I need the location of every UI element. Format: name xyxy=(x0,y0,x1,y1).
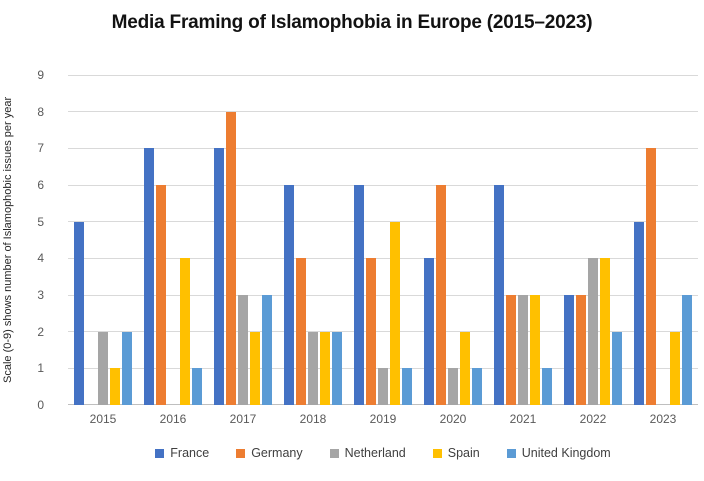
x-axis-label-2023: 2023 xyxy=(649,412,677,426)
bar-germany-2022 xyxy=(576,295,586,405)
bar-france-2017 xyxy=(214,148,224,405)
legend-swatch-icon xyxy=(330,449,339,458)
legend-item-france xyxy=(155,446,209,460)
bar-spain-2019 xyxy=(390,222,400,405)
bar-group-2017 xyxy=(208,75,278,405)
plot-area xyxy=(68,75,698,405)
bar-spain-2016 xyxy=(180,258,190,405)
bar-group-2020 xyxy=(418,75,488,405)
y-tick-label: 3 xyxy=(37,288,44,302)
y-tick-label: 0 xyxy=(37,398,44,412)
bar-united-kingdom-2015 xyxy=(122,332,132,405)
x-axis-label-2019: 2019 xyxy=(369,412,397,426)
bar-united-kingdom-2019 xyxy=(402,368,412,405)
legend-label: Germany xyxy=(251,446,303,460)
bar-united-kingdom-2016 xyxy=(192,368,202,405)
bar-united-kingdom-2018 xyxy=(332,332,342,405)
y-axis-ticks xyxy=(0,68,60,412)
bar-group-2022 xyxy=(558,75,628,405)
bar-groups xyxy=(68,75,698,405)
legend-label: Spain xyxy=(447,446,480,460)
y-tick-label: 8 xyxy=(37,104,44,119)
bar-netherland-2021 xyxy=(518,295,528,405)
y-axis-title: Scale (0-9) shows number of Islamophobic issues per year xyxy=(2,96,14,384)
x-axis-label-2022: 2022 xyxy=(579,412,607,426)
legend-label: United Kingdom xyxy=(521,446,611,460)
y-tick-label: 4 xyxy=(37,251,44,266)
bar-united-kingdom-2021 xyxy=(542,368,552,405)
bar-netherland-2017 xyxy=(238,295,248,405)
x-axis-label-2020: 2020 xyxy=(439,412,467,426)
bar-france-2022 xyxy=(564,295,574,405)
y-tick-label: 9 xyxy=(37,68,44,82)
legend-swatch-icon xyxy=(433,449,442,458)
bar-france-2016 xyxy=(144,148,154,405)
legend-item-united-kingdom xyxy=(507,446,611,460)
bar-united-kingdom-2017 xyxy=(262,295,272,405)
bar-spain-2015 xyxy=(110,368,120,405)
bar-group-2016 xyxy=(138,75,208,405)
chart-title: Media Framing of Islamophobia in Europe (2015–2023) xyxy=(111,12,593,33)
y-tick-label: 5 xyxy=(37,214,44,229)
bar-united-kingdom-2020 xyxy=(472,368,482,405)
legend-swatch-icon xyxy=(507,449,516,458)
legend xyxy=(68,446,698,460)
bar-netherland-2022 xyxy=(588,258,598,405)
legend-label: France xyxy=(170,446,210,460)
bar-spain-2021 xyxy=(530,295,540,405)
x-axis-label-2017: 2017 xyxy=(229,412,257,426)
bar-france-2021 xyxy=(494,185,504,405)
bar-germany-2019 xyxy=(366,258,376,405)
bar-spain-2018 xyxy=(320,332,330,405)
y-tick-label: 2 xyxy=(37,324,44,339)
bar-netherland-2015 xyxy=(98,332,108,405)
bar-group-2019 xyxy=(348,75,418,405)
bar-united-kingdom-2023 xyxy=(682,295,692,405)
bar-france-2015 xyxy=(74,222,84,405)
y-tick-label: 1 xyxy=(37,361,44,376)
bar-germany-2021 xyxy=(506,295,516,405)
bar-group-2023 xyxy=(628,75,698,405)
bar-france-2018 xyxy=(284,185,294,405)
legend-item-netherland xyxy=(330,446,406,460)
bar-france-2023 xyxy=(634,222,644,405)
x-axis-label-2016: 2016 xyxy=(159,412,187,426)
bar-germany-2020 xyxy=(436,185,446,405)
legend-swatch-icon xyxy=(236,449,245,458)
bar-germany-2017 xyxy=(226,112,236,405)
x-axis-label-2015: 2015 xyxy=(89,412,117,426)
x-axis-label-2018: 2018 xyxy=(299,412,327,426)
bar-spain-2023 xyxy=(670,332,680,405)
legend-swatch-icon xyxy=(155,449,164,458)
legend-item-germany xyxy=(236,446,302,460)
bar-netherland-2018 xyxy=(308,332,318,405)
bar-united-kingdom-2022 xyxy=(612,332,622,405)
y-tick-label: 7 xyxy=(37,141,44,156)
bar-netherland-2020 xyxy=(448,368,458,405)
y-tick-label: 6 xyxy=(37,178,44,192)
bar-netherland-2019 xyxy=(378,368,388,405)
bar-group-2021 xyxy=(488,75,558,405)
bar-germany-2016 xyxy=(156,185,166,405)
bar-spain-2017 xyxy=(250,332,260,405)
legend-item-spain xyxy=(433,446,480,460)
bar-spain-2022 xyxy=(600,258,610,405)
legend-label: Netherland xyxy=(344,446,406,460)
x-axis-label-2021: 2021 xyxy=(509,412,537,426)
bar-germany-2023 xyxy=(646,148,656,405)
bar-france-2019 xyxy=(354,185,364,405)
bar-spain-2020 xyxy=(460,332,470,405)
bar-group-2018 xyxy=(278,75,348,405)
bar-group-2015 xyxy=(68,75,138,405)
x-axis-labels xyxy=(68,412,698,426)
bar-germany-2018 xyxy=(296,258,306,405)
bar-france-2020 xyxy=(424,258,434,405)
